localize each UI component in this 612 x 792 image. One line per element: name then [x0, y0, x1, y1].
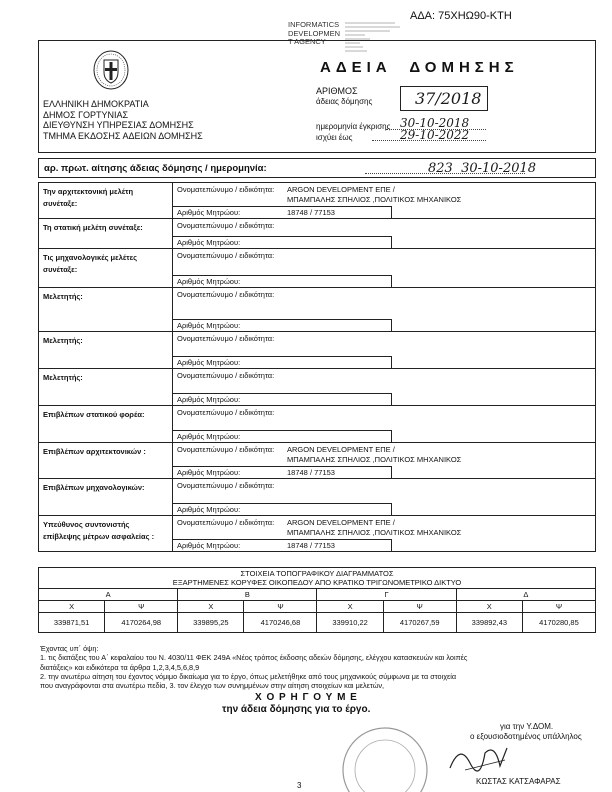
name-field-row [173, 249, 595, 275]
engineer-section [39, 249, 596, 288]
topo-point-c: Γ [317, 589, 456, 601]
grant-subheading: την άδεια δόμησης για το έργο. [222, 704, 371, 715]
section-title: Μελετητής: [39, 369, 173, 406]
name-field-label: Ονοματεπώνυμο / ειδικότητα: [177, 445, 275, 454]
registry-field-label: Αριθμός Μητρώου: [177, 541, 241, 550]
coord-y: 4170246,68 [244, 613, 317, 633]
section-title: Επιβλέπων αρχιτεκτονικών : [39, 443, 173, 479]
name-value-line: ΜΠΑΜΠΑΛΗΣ ΣΠΗΛΙΟΣ ,ΠΟΛΙΤΙΚΟΣ ΜΗΧΑΝΙΚΟΣ [287, 454, 462, 464]
section-title: Μελετητής: [39, 332, 173, 369]
section-title: Μελετητής: [39, 288, 173, 332]
name-value-line: ARGON DEVELOPMENT ΕΠΕ / [287, 445, 395, 454]
topo-title: ΣΤΟΙΧΕΙΑ ΤΟΠΟΓΡΑΦΙΚΟΥ ΔΙΑΓΡΑΜΜΑΤΟΣ [240, 569, 394, 578]
registry-field-row [173, 236, 392, 248]
registry-field-label: Αριθμός Μητρώου: [177, 277, 241, 286]
name-field-row [173, 183, 595, 206]
registry-field-row [173, 430, 392, 442]
coord-y: 4170267,59 [383, 613, 456, 633]
engineer-section [39, 183, 596, 219]
official-stamp [330, 710, 440, 792]
watermark-line: T AGENCY [288, 37, 326, 46]
protocol-label: αρ. πρωτ. αίτησης άδειας δόμησης / ημερομηνία: [44, 163, 267, 174]
name-value-line: ARGON DEVELOPMENT ΕΠΕ / [287, 518, 395, 527]
approval-date-label: ημερομηνία έγκρισης [316, 122, 391, 131]
section-title: Υπεύθυνος συντονιστής επίβλεψης μέτρων ασφαλείας : [39, 516, 173, 552]
permit-number-sublabel: άδειας δόμησης [316, 97, 373, 106]
name-field-label: Ονοματεπώνυμο / ειδικότητα: [177, 334, 275, 343]
name-field-row [173, 369, 595, 393]
registry-field-label: Αριθμός Μητρώου: [177, 358, 241, 367]
section-title: Επιβλέπων στατικού φορέα: [39, 406, 173, 443]
name-field-label: Ονοματεπώνυμο / ειδικότητα: [177, 185, 275, 194]
x-label: Χ [456, 601, 522, 613]
topo-values [39, 613, 596, 633]
engineer-section [39, 516, 596, 552]
signature-scribble-icon [445, 738, 515, 776]
name-field-row [173, 516, 595, 539]
name-field-value [287, 221, 591, 234]
name-field-row [173, 406, 595, 430]
page-number: 3 [297, 781, 302, 790]
coord-y: 4170264,98 [105, 613, 178, 633]
registry-field-row [173, 206, 392, 218]
authority-block [43, 99, 203, 141]
section-fields [173, 516, 596, 552]
section-fields [173, 479, 596, 516]
signature-for: για την Υ.ΔΟΜ. [500, 722, 554, 731]
topo-header [39, 568, 596, 589]
registry-field-label: Αριθμός Μητρώου: [177, 505, 241, 514]
registry-field-label: Αριθμός Μητρώου: [177, 468, 241, 477]
section-title: Τη στατική μελέτη συνέταξε: [39, 219, 173, 249]
y-label: Ψ [105, 601, 178, 613]
engineer-section [39, 406, 596, 443]
name-field-value [287, 185, 591, 204]
valid-until-label: ισχύει έως [316, 133, 353, 142]
section-title: Επιβλέπων μηχανολογικών: [39, 479, 173, 516]
permit-number-label: ΑΡΙΘΜΟΣ [316, 86, 358, 96]
engineer-section [39, 288, 596, 332]
signature-role: ο εξουσιοδοτημένος υπάλληλος [470, 732, 582, 741]
coord-x: 339895,25 [178, 613, 244, 633]
section-fields [173, 288, 596, 332]
y-label: Ψ [244, 601, 317, 613]
grant-heading: Χ Ο Ρ Η Γ Ο Υ Μ Ε [255, 692, 358, 703]
topographic-table [38, 567, 596, 633]
name-field-row [173, 443, 595, 466]
y-label: Ψ [383, 601, 456, 613]
name-field-label: Ονοματεπώνυμο / ειδικότητα: [177, 481, 275, 490]
x-label: Χ [317, 601, 383, 613]
municipality-name: ΔΗΜΟΣ ΓΟΡΤΥΝΙΑΣ [43, 109, 129, 120]
country-name: ΕΛΛΗΝΙΚΗ ΔΗΜΟΚΡΑΤΙΑ [43, 99, 149, 109]
y-label: Ψ [522, 601, 595, 613]
name-field-value [287, 445, 591, 464]
ada-code: ΑΔΑ: 75ΧΗΩ90-ΚΤΗ [410, 10, 512, 22]
section-fields [173, 443, 596, 479]
greek-emblem [93, 50, 129, 90]
legal-line: 1. τις διατάξεις του Α΄ κεφαλαίου του Ν. 4030/11 ΦΕΚ 249Α «Νέος τρόπος έκδοσης αδειών δόμησης, ελέγχου κατασκευών και λοιπές [40, 653, 468, 663]
name-value-line: ΜΠΑΜΠΑΛΗΣ ΣΠΗΛΙΟΣ ,ΠΟΛΙΤΙΚΟΣ ΜΗΧΑΝΙΚΟΣ [287, 194, 462, 204]
name-field-label: Ονοματεπώνυμο / ειδικότητα: [177, 251, 275, 260]
name-field-value [287, 290, 591, 317]
name-field-label: Ονοματεπώνυμο / ειδικότητα: [177, 290, 275, 299]
topo-subtitle: ΕΞΑΡΤΗΜΕΝΕΣ ΚΟΡΥΦΕΣ ΟΙΚΟΠΕΔΟΥ ΑΠΟ ΚΡΑΤΙΚΟ ΤΡΙΓΩΝΟΜΕΤΡΙΚΟ ΔΙΚΤΥΟ [172, 578, 462, 587]
registry-field-label: Αριθμός Μητρώου: [177, 208, 241, 217]
section-title: Την αρχιτεκτονική μελέτη συνέταξε: [39, 183, 173, 219]
section-title: Τις μηχανολογικές μελέτες συνέταξε: [39, 249, 173, 288]
registry-field-row [173, 275, 392, 287]
valid-until-value: 29-10-2022 [400, 128, 470, 142]
section-fields [173, 406, 596, 443]
legal-line: διατάξεις» και ειδικότερα τα άρθρα 1,2,3,4,5,6,8,9 [40, 662, 200, 672]
topo-point-d: Δ [456, 589, 595, 601]
engineer-section [39, 332, 596, 369]
name-field-row [173, 332, 595, 356]
signature [445, 738, 515, 776]
name-field-row [173, 219, 595, 236]
section-fields [173, 332, 596, 369]
permit-number-value: 37/2018 [415, 89, 482, 108]
x-label: Χ [178, 601, 244, 613]
coord-x: 339871,51 [39, 613, 105, 633]
round-stamp-icon [330, 710, 440, 792]
signer-name: ΚΩΣΤΑΣ ΚΑΤΣΑΦΑΡΑΣ [476, 777, 561, 786]
name-field-label: Ονοματεπώνυμο / ειδικότητα: [177, 371, 275, 380]
engineer-section [39, 219, 596, 249]
protocol-value: 823 30-10-2018 [428, 161, 537, 176]
name-field-value [287, 371, 591, 391]
registry-field-row [173, 393, 392, 405]
approval-date-value: 30-10-2018 [400, 116, 470, 130]
engineers-table [38, 182, 596, 552]
engineer-section [39, 369, 596, 406]
coord-x: 339892,43 [456, 613, 522, 633]
watermark-line: INFORMATICS [288, 20, 340, 29]
registry-field-row [173, 319, 392, 331]
name-field-value [287, 481, 591, 501]
section-fields [173, 183, 596, 219]
registry-field-row [173, 503, 392, 515]
section-fields [173, 369, 596, 406]
name-field-label: Ονοματεπώνυμο / ειδικότητα: [177, 221, 275, 230]
registry-field-row [173, 466, 392, 478]
considering-label: Έχοντας υπ΄ όψη: [40, 644, 99, 653]
engineer-section [39, 479, 596, 516]
registry-field-label: Αριθμός Μητρώου: [177, 432, 241, 441]
name-field-value [287, 408, 591, 428]
name-field-row [173, 288, 595, 319]
name-field-value [287, 518, 591, 537]
topo-point-names [39, 589, 596, 601]
name-field-label: Ονοματεπώνυμο / ειδικότητα: [177, 518, 275, 527]
x-label: Χ [39, 601, 105, 613]
directorate-name: ΔΙΕΥΘΥΝΣΗ ΥΠΗΡΕΣΙΑΣ ΔΟΜΗΣΗΣ [43, 120, 194, 130]
department-name: ΤΜΗΜΑ ΕΚΔΟΣΗΣ ΑΔΕΙΩΝ ΔΟΜΗΣΗΣ [43, 130, 203, 141]
registry-field-label: Αριθμός Μητρώου: [177, 321, 241, 330]
registry-field-value: 18748 / 77153 [287, 208, 335, 217]
coat-of-arms-icon [93, 50, 129, 90]
registry-field-row [173, 539, 392, 551]
name-value-line: ARGON DEVELOPMENT ΕΠΕ / [287, 185, 395, 194]
name-field-value [287, 334, 591, 354]
name-field-value [287, 251, 591, 273]
name-field-row [173, 479, 595, 503]
permit-title: ΑΔΕΙΑ ΔΟΜΗΣΗΣ [320, 59, 519, 76]
watermark-line: DEVELOPMEN [288, 28, 341, 38]
registry-field-label: Αριθμός Μητρώου: [177, 238, 241, 247]
topo-axis-labels [39, 601, 596, 613]
legal-basis [40, 644, 595, 690]
section-fields [173, 249, 596, 288]
registry-field-value: 18748 / 77153 [287, 541, 335, 550]
registry-field-label: Αριθμός Μητρώου: [177, 395, 241, 404]
coord-y: 4170280,85 [522, 613, 595, 633]
engineer-section [39, 443, 596, 479]
coord-x: 339910,22 [317, 613, 383, 633]
legal-line: που αναγράφονται στα ανωτέρω πεδία, 3. τον έλεγχο των συνημμένων στην αίτηση στοιχείων και μελετών, [40, 681, 385, 691]
legal-line: 2. την ανωτέρω αίτηση του έχοντος νόμιμο δικαίωμα για το έργο, όπως μελετήθηκε από τους μηχανικούς σύμφωνα με τα στοιχεία [40, 671, 457, 681]
topo-point-a: Α [39, 589, 178, 601]
name-value-line: ΜΠΑΜΠΑΛΗΣ ΣΠΗΛΙΟΣ ,ΠΟΛΙΤΙΚΟΣ ΜΗΧΑΝΙΚΟΣ [287, 527, 462, 537]
name-field-label: Ονοματεπώνυμο / ειδικότητα: [177, 408, 275, 417]
section-fields [173, 219, 596, 249]
topo-point-b: Β [178, 589, 317, 601]
registry-field-value: 18748 / 77153 [287, 468, 335, 477]
registry-field-row [173, 356, 392, 368]
